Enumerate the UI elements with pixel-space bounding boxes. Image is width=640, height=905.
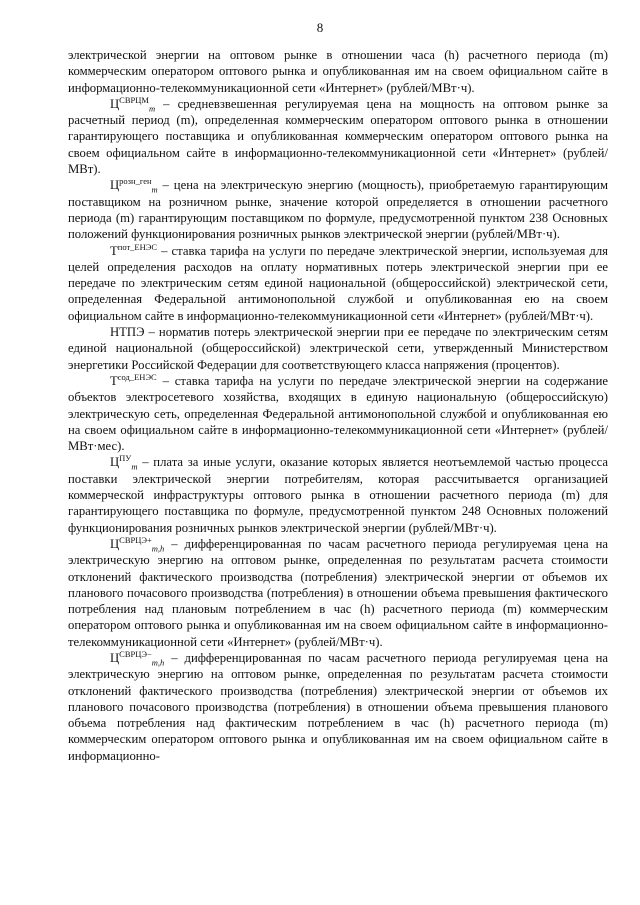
formula-symbol: $Т^{сод\_ЕНЭС}$ <box>110 371 157 388</box>
paragraph-definition-pot-enes: $Т^{пот\_ЕНЭС}$ – ставка тарифа на услуги по передаче электрической энергии, используемая для целей определения расходов на оплату нормативных потерь электрической энергии при ее передаче по электрическим сетям единой национальной (общероссийской) электрической сети, определенная Федеральной антимонопольной службой и опубликованная ею на своем официальном сайте в информационно-телекоммуникационной сети «Интернет» (рублей/МВт·ч). <box>68 241 608 323</box>
paragraph-definition-rozn-gen: $Ц^{розн\_ген}_m$ – цена на электрическую энергию (мощность), приобретаемую гарантирующим поставщиком на розничном рынке, значение которой определяется в отношении расчетного периода (m) гарантирующим поставщиком по формуле, предусмотренной пунктом 238 Основных положений функционирования розничных рынков электрической энергии (рублей/МВт·ч). <box>68 176 608 242</box>
formula-symbol: $Ц^{СВРЦЭ+}_{m,h}$ <box>110 534 165 554</box>
formula-symbol: $Ц^{СВРЦМ}_m$ <box>110 94 156 114</box>
paragraph-definition-cvrce-minus: $Ц^{СВРЦЭ-}_{m,h}$ – дифференцированная по часам расчетного периода регулируемая цена на электрическую энергию на оптовом рынке, определенная по результатам расчета стоимости отклонений фактического производства (потребления) электрической энергии от объемов их планового почасового производства (потребления) в отношении объема превышения планового объема потребления над фактическим потреблением в час (h) расчетного периода (m) коммерческим оператором оптового рынка и опубликованная им на своем официальном сайте в информационно- <box>68 648 608 763</box>
document-body <box>68 47 608 764</box>
paragraph-definition-cvrce-plus: $Ц^{СВРЦЭ+}_{m,h}$ – дифференцированная по часам расчетного периода регулируемая цена на электрическую энергию на оптовом рынке, определенная по результатам расчета стоимости отклонений фактического производства (потребления) электрической энергии от объемов их планового почасового производства (потребления) в отношении объема превышения фактического потребления над плановым потреблением в час (h) расчетного периода (m) коммерческим оператором оптового рынка и опубликованная им на своем официальном сайте в информационно-телекоммуникационной сети «Интернет» (рублей/МВт·ч). <box>68 534 608 649</box>
formula-symbol: $Т^{пот\_ЕНЭС}$ <box>110 241 158 258</box>
paragraph-definition-ntpe: НТПЭ – норматив потерь электрической энергии при ее передаче по электрическим сетям единой национальной (общероссийской) электрической сети, утвержденный Министерством энергетики Российской Федерации для соответствующего класса напряжения (процентов). <box>68 325 608 372</box>
formula-symbol: $Ц^{ПУ}_m$ <box>110 453 138 472</box>
formula-symbol: $Ц^{СВРЦЭ-}_{m,h}$ <box>110 648 165 668</box>
paragraph-definition-sod-enes: $Т^{сод\_ЕНЭС}$ – ставка тарифа на услуги по передаче электрической энергии на содержание объектов электросетевого хозяйства, входящих в единую национальную (общероссийскую) электрическую сеть, определенная Федеральной антимонопольной службой и опубликованная ею на своем официальном сайте в информационно-телекоммуникационной сети «Интернет» (рублей/МВт·мес). <box>68 371 608 454</box>
paragraph-definition-pu: $Ц^{ПУ}_m$ – плата за иные услуги, оказание которых является неотъемлемой частью процесса поставки электрической энергии потребителям, которая рассчитывается организацией коммерческой инфраструктуры оптового рынка в отношении расчетного периода (m) для гарантирующего поставщика по формуле, предусмотренной пунктом 248 Основных положений функционирования розничных рынков электрической энергии (рублей/МВт·ч). <box>68 453 608 535</box>
paragraph-definition-cvrcm: $Ц^{СВРЦМ}_m$ – средневзвешенная регулируемая цена на мощность на оптовом рынке за расчетный период (m), определенная коммерческим оператором оптового рынка в отношении гарантирующего поставщика и опубликованная коммерческим оператором оптового рынка на своем официальном сайте в информационно-телекоммуникационной сети «Интернет» (рублей/МВт). <box>68 94 608 177</box>
formula-symbol: $Ц^{розн\_ген}_m$ <box>110 176 158 195</box>
page-number: 8 <box>316 20 324 35</box>
paragraph-continuation: электрической энергии на оптовом рынке в отношении часа (h) расчетного периода (m) коммерческим оператором оптового рынка и опубликованная им на своем официальном сайте в информационно-телекоммуникационной сети «Интернет» (рублей/МВт·ч). <box>68 48 608 95</box>
